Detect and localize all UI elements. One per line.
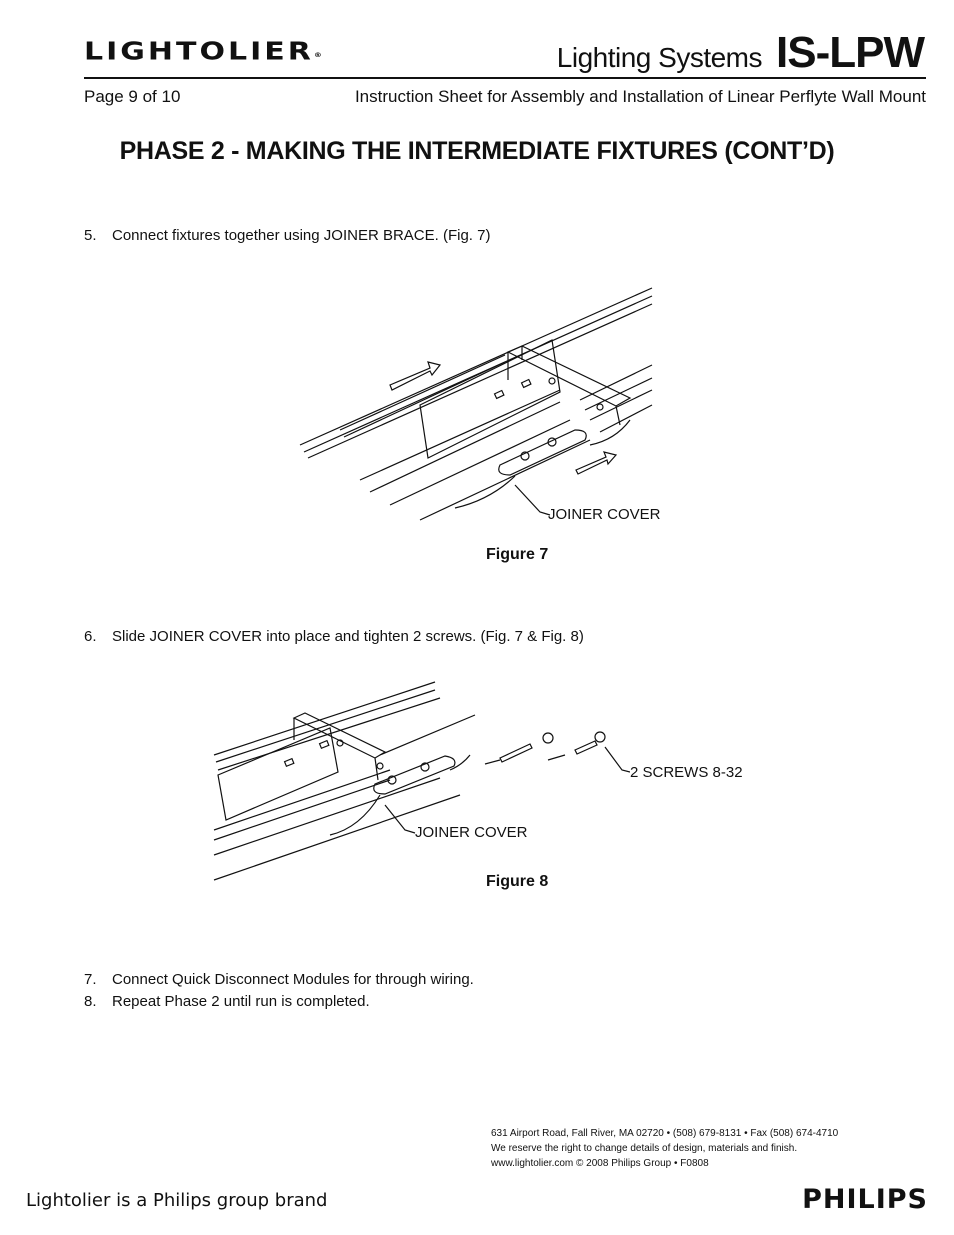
step-7: 7. Connect Quick Disconnect Modules for through wiring. [84, 971, 474, 988]
system-heading [557, 28, 924, 78]
footer-contact [491, 1126, 838, 1171]
footer-tagline: Lightolier is a Philips group brand [26, 1190, 328, 1211]
philips-logo: PHILIPS [802, 1184, 928, 1215]
figure-8-joiner-cover-label: JOINER COVER [415, 824, 528, 841]
figure-8-screws-label: 2 SCREWS 8-32 [630, 764, 743, 781]
step-5: 5. Connect fixtures together using JOINER BRACE. (Fig. 7) [84, 227, 491, 244]
figure-7-caption: Figure 7 [486, 546, 549, 563]
figure-7-illustration [290, 280, 670, 525]
product-code: IS-LPW [776, 28, 924, 77]
figure-8-caption: Figure 8 [486, 873, 549, 890]
footer-address: 631 Airport Road, Fall River, MA 02720 • (508) 679-8131 • Fax (508) 674-4710 [491, 1128, 839, 1139]
step-8: 8. Repeat Phase 2 until run is completed. [84, 993, 370, 1010]
footer-disclaimer: We reserve the right to change details of design, materials and finish. [491, 1143, 798, 1154]
system-label: Lighting Systems [556, 42, 763, 73]
footer-web: www.lightolier.com © 2008 Philips Group • F0808 [491, 1158, 709, 1169]
document-title: Instruction Sheet for Assembly and Installation of Linear Perflyte Wall Mount [354, 87, 926, 106]
header-rule [84, 77, 926, 79]
page-number: Page 9 of 10 [84, 87, 181, 106]
figure-8-illustration [210, 680, 630, 895]
step-6: 6. Slide JOINER COVER into place and tighten 2 screws. (Fig. 7 & Fig. 8) [84, 628, 584, 645]
section-title: PHASE 2 - MAKING THE INTERMEDIATE FIXTURES (CONT’D) [119, 137, 835, 165]
lightolier-logo: LIGHTOLIER® [84, 37, 322, 66]
figure-7-joiner-cover-label: JOINER COVER [548, 506, 661, 523]
